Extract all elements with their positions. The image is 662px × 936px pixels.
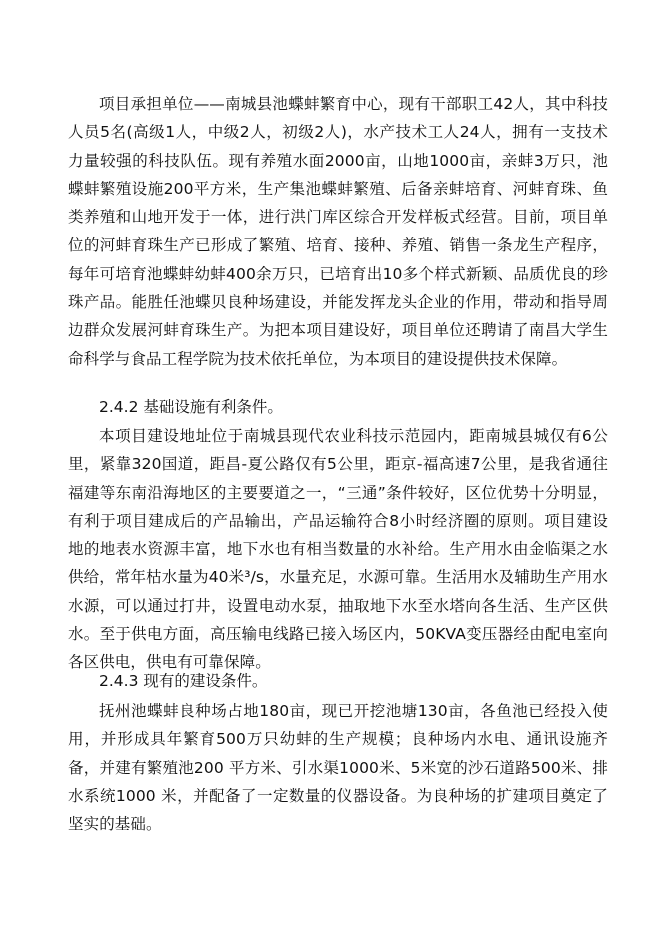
paragraph-existing-conditions: 抚州池蝶蚌良种场占地180亩，现已开挖池塘130亩，各鱼池已经投入使用，并形成具年繁育500万只幼蚌的生产规模；良种场内水电、通讯设施齐备，并建有繁殖池200 平方米、引水渠1000米、5米宽的沙石道路500米、排水系统1000 米，并配备了一定数量的仪器设备。为良种场的扩建项目奠定了坚实的基础。 <box>68 702 608 834</box>
paragraph-project-unit: 项目承担单位——南城县池蝶蚌繁育中心，现有干部职工42人，其中科技人员5名(高级1人，中级2人，初级2人)，水产技术工人24人，拥有一支技术力量较强的科技队伍。现有养殖水面2000亩，山地1000亩，亲蚌3万只，池蝶蚌繁殖设施200平方米，生产集池蝶蚌繁殖、后备亲蚌培育、河蚌育珠、鱼类养殖和山地开发于一体，进行洪门库区综合开发样板式经营。目前，项目单位的河蚌育珠生产已形成了繁殖、培育、接种、养殖、销售一条龙生产程序，每年可培育池蝶蚌幼蚌400余万只，已培育出10多个样式新颖、品质优良的珍珠产品。能胜任池蝶贝良种场建设，并能发挥龙头企业的作用，带动和指导周边群众发展河蚌育珠生产。为把本项目建设好，项目单位还聘请了南昌大学生命科学与食品工程学院为技术依托单位，为本项目的建设提供技术保障。 <box>68 95 608 368</box>
section-heading-2-4-3: 2.4.3 现有的建设条件。 <box>99 672 268 690</box>
section-heading-2-4-2: 2.4.2 基础设施有利条件。 <box>99 398 283 416</box>
paragraph-infrastructure: 本项目建设地址位于南城县现代农业科技示范园内，距南城县城仅有6公里，紧靠320国道，距昌-夏公路仅有5公里，距京-福高速7公里，是我省通往福建等东南沿海地区的主要要道之一，“三通”条件较好，区位优势十分明显，有利于项目建成后的产品输出，产品运输符合8小时经济圈的原则。项目建设地的地表水资源丰富，地下水也有相当数量的水补给。生产用水由金临渠之水供给，常年枯水量为40米³/s，水量充足，水源可靠。生活用水及辅助生产用水水源，可以通过打井，设置电动水泵，抽取地下水至水塔向各生活、生产区供水。至于供电方面，高压输电线路已接入场区内，50KVA变压器经由配电室向各区供电，供电有可靠保障。 <box>68 427 608 672</box>
